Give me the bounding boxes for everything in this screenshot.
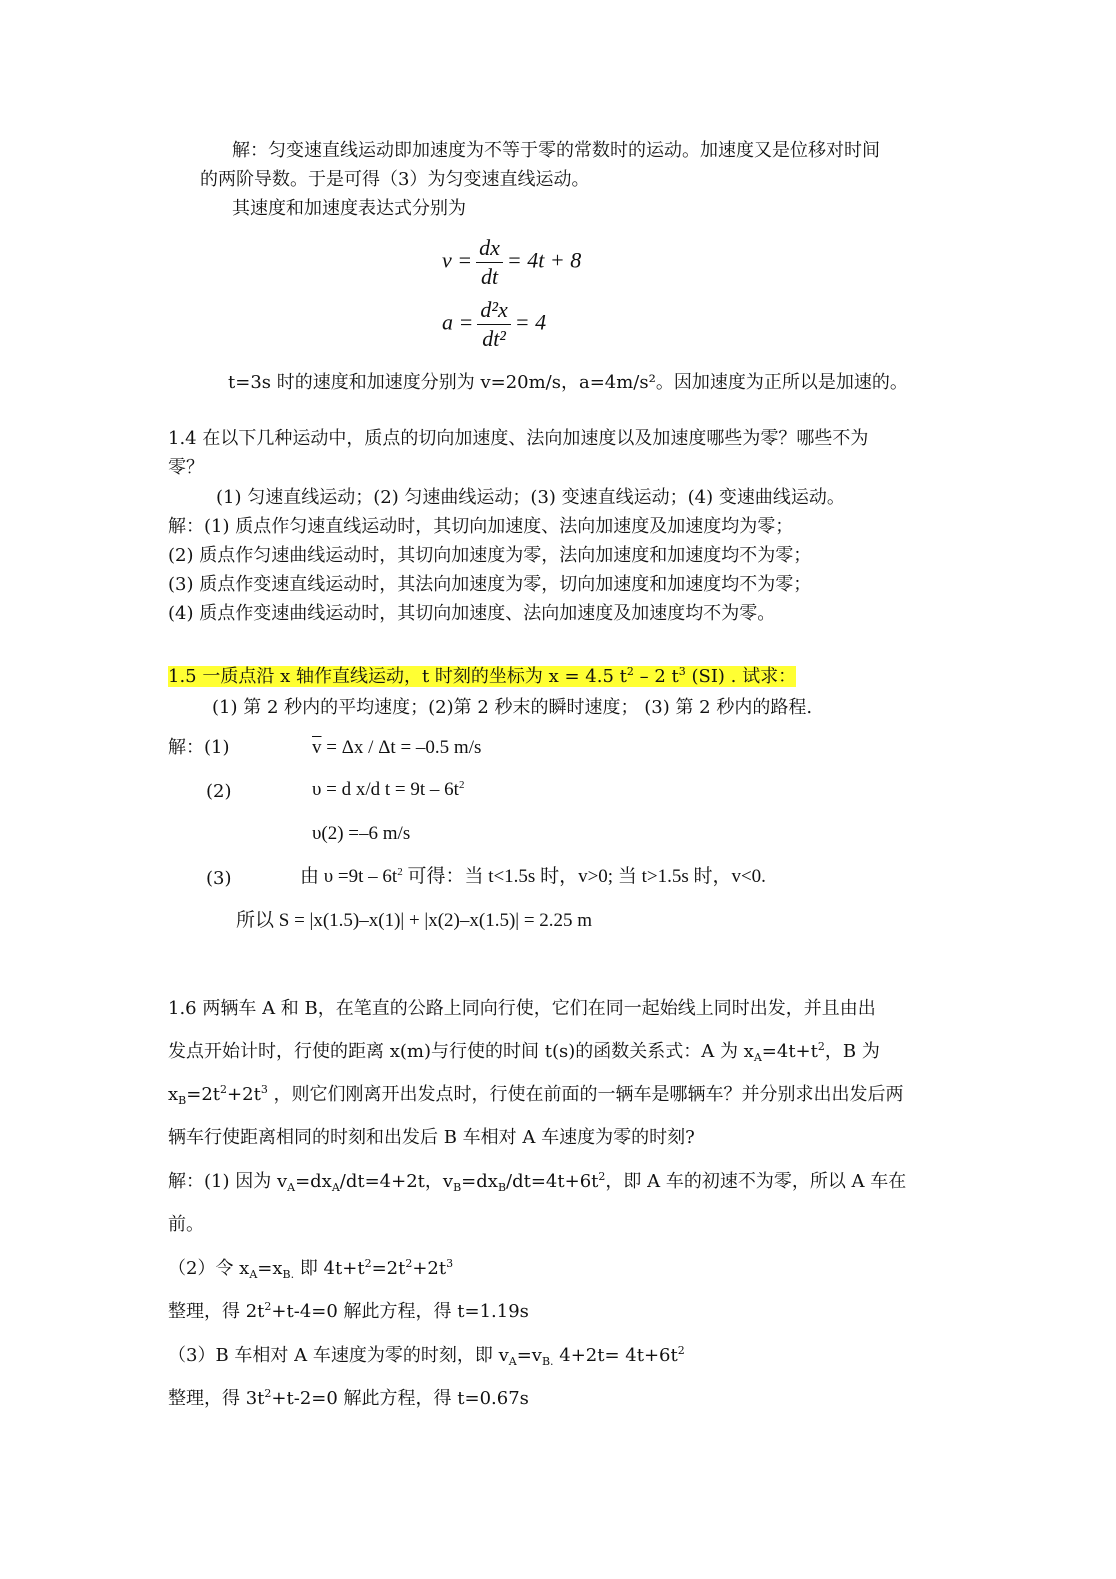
q16-line3-b: =2t [186,1084,221,1105]
q16-a2-sub-a: A [249,1268,258,1281]
q16-answer-2 [168,1256,453,1282]
q15-step1-eq-text: = Δx / Δt = –0.5 m/s [321,737,482,758]
q16-a1-e: /dt=4t+6t [506,1171,599,1192]
q14-answer-3: (3) 质点作变速直线运动时，其法向加速度为零，切向加速度和加速度均不为零； [168,574,812,595]
q16-a2-c: 即 4t+t [294,1258,365,1279]
q16-a1-c: /dt=4+2t，v [339,1171,454,1192]
q16-a2-sup-1: 2 [364,1257,372,1270]
q16-answer-1-cont: 前。 [168,1214,204,1235]
q15-step2-eq-text: υ = d x/d t = 9t – 6t [312,779,459,800]
q14-line1: 1.4 在以下几种运动中，质点的切向加速度、法向加速度以及加速度哪些为零？哪些不为 [168,428,869,449]
q14-options: (1) 匀速直线运动；(2) 匀速曲线运动；(3) 变速直线运动；(4) 变速曲线运动。 [216,487,845,508]
sol13-line3: 其速度和加速度表达式分别为 [232,198,466,219]
eq-a-lhs: a = [442,309,474,335]
q16-line2-text: 发点开始计时，行使的距离 x(m)与行使的时间 t(s)的函数关系式：A 为 x [168,1041,754,1062]
q16-a2-line2-a: 整理，得 2t [168,1301,265,1322]
q16-line2-end: ，B 为 [824,1041,880,1062]
q16-line2-sub-a: A [753,1051,762,1064]
q16-a3-a: （3）B 车相对 A 车速度为零的时刻，即 v [168,1345,509,1366]
q16-a2-sup-3: 3 [446,1257,454,1270]
q14-answer-1: 解：(1) 质点作匀速直线运动时，其切向加速度、法向加速度及加速度均为零； [168,516,794,537]
q16-line3-sup-1: 2 [220,1083,228,1096]
q15-step3-label: (3) [206,868,232,889]
q16-a1-sup: 2 [598,1170,606,1183]
q16-a2-line2-sup: 2 [264,1300,272,1313]
eq-v-rhs: = 4t + 8 [506,247,582,273]
q14-answer-2: (2) 质点作匀速曲线运动时，其切向加速度为零，法向加速度和加速度均不为零； [168,545,812,566]
q16-a3-line2-a: 整理，得 3t [168,1388,265,1409]
q14-line2: 零？ [168,457,204,478]
q16-answer-2-cont [168,1299,529,1325]
q16-line3-a: x [168,1084,179,1105]
q15-step2-value: υ(2) =–6 m/s [312,823,411,844]
q16-line2-tail: =4t+t [761,1041,818,1062]
q16-line2-sup: 2 [817,1040,825,1053]
q15-step2-label: (2) [206,781,232,802]
eq-v-fraction [476,234,503,291]
q16-a1-sub-b: B [453,1181,462,1194]
equation-acceleration [442,296,546,353]
q16-a1-sub-a2: A [331,1181,340,1194]
q16-line3-sup-2: 3 [260,1083,268,1096]
q16-a3-c: 4+2t= 4t+6t [553,1345,678,1366]
q16-a2-b: =x [257,1258,283,1279]
q15-title [168,664,796,690]
sol13-line1: 解：匀变速直线运动即加速度为不等于零的常数时的运动。加速度又是位移对时间 [232,140,880,161]
q15-step1-label: 解：(1) [168,737,230,758]
q16-answer-1 [168,1169,906,1195]
eq-a-fraction [477,296,510,353]
eq-v-lhs: v = [442,247,473,273]
q16-a1-sub-b2: B [497,1181,507,1194]
q15-step3-text [300,864,766,890]
q15-title-part-b: – 2 t [633,666,679,687]
eq-v-numerator: dx [476,234,503,263]
q16-a3-sub-b: B. [541,1355,554,1368]
eq-v-denominator: dt [480,264,499,289]
sol13-result: t=3s 时的速度和加速度分别为 v=20m/s，a=4m/s²。因加速度为正所以是加速的。 [228,372,908,393]
q15-step2-sup: 2 [458,779,465,791]
q16-a3-line2-sup: 2 [264,1387,272,1400]
q16-a3-line2-b: +t-2=0 解此方程，得 t=0.67s [271,1388,529,1409]
q15-step3-conclusion: 所以 S = |x(1.5)–x(1)| + |x(2)–x(1.5)| = 2.25 m [236,910,593,931]
eq-a-denominator: dt² [482,326,506,351]
q15-title-part-a: 1.5 一质点沿 x 轴作直线运动，t 时刻的坐标为 x = 4.5 t [168,666,627,687]
q15-title-highlight [168,666,796,687]
q16-line3-c: +2t [227,1084,261,1105]
q15-subquestions: (1) 第 2 秒内的平均速度；(2)第 2 秒末的瞬时速度； (3) 第 2 秒内的路程. [212,697,813,718]
q15-step3-part-a: 由 υ =9t – 6t [300,866,398,887]
q16-a2-sup-2: 2 [405,1257,413,1270]
q16-a1-a: 解：(1) 因为 v [168,1171,288,1192]
q15-step3-part-b: 可得：当 t<1.5s 时，v>0; 当 t>1.5s 时，v<0. [402,866,766,887]
q14-answer-4: (4) 质点作变速曲线运动时，其切向加速度、法向加速度及加速度均不为零。 [168,603,776,624]
sol13-line2: 的两阶导数。于是可得（3）为匀变速直线运动。 [200,169,590,190]
q16-answer-3 [168,1343,685,1369]
q16-line3 [168,1082,904,1108]
q16-line3-sub-b: B [178,1094,187,1107]
q16-a1-d: =dx [461,1171,498,1192]
q15-step3-sup: 2 [397,866,403,878]
q16-line1: 1.6 两辆车 A 和 B，在笔直的公路上同向行使，它们在同一起始线上同时出发，并且由出 [168,998,876,1019]
equation-velocity [442,234,581,291]
q16-a3-b: =v [516,1345,542,1366]
q15-title-part-c: (SI) . 试求： [685,666,797,687]
eq-a-rhs: = 4 [514,309,547,335]
q16-a2-d: =2t [371,1258,406,1279]
q16-a2-line2-b: +t-4=0 解此方程，得 t=1.19s [271,1301,529,1322]
q16-a3-sub-a: A [508,1355,517,1368]
q16-a1-b: =dx [295,1171,332,1192]
q15-title-sup-2: 3 [678,665,686,678]
q15-step2-equation [312,777,464,803]
q15-title-sup-1: 2 [626,665,634,678]
q16-a3-sup: 2 [677,1344,685,1357]
q16-a2-e: +2t [412,1258,447,1279]
q16-a1-sub-a: A [287,1181,296,1194]
q16-a2-a: （2）令 x [168,1258,250,1279]
q16-a2-sub-b: B. [282,1268,295,1281]
q16-a1-f: ，即 A 车的初速不为零，所以 A 车在 [605,1171,907,1192]
q16-line3-d: ，则它们刚离开出发点时，行使在前面的一辆车是哪辆车？并分别求出出发后两 [267,1084,904,1105]
q15-avg-velocity-symbol: $\overline{v}$ [312,737,322,758]
q15-step1-equation [312,735,481,761]
eq-a-numerator: d²x [477,296,510,325]
q16-answer-3-cont [168,1386,529,1412]
q16-line4: 辆车行使距离相同的时刻和出发后 B 车相对 A 车速度为零的时刻? [168,1127,695,1148]
q16-line2 [168,1039,880,1065]
